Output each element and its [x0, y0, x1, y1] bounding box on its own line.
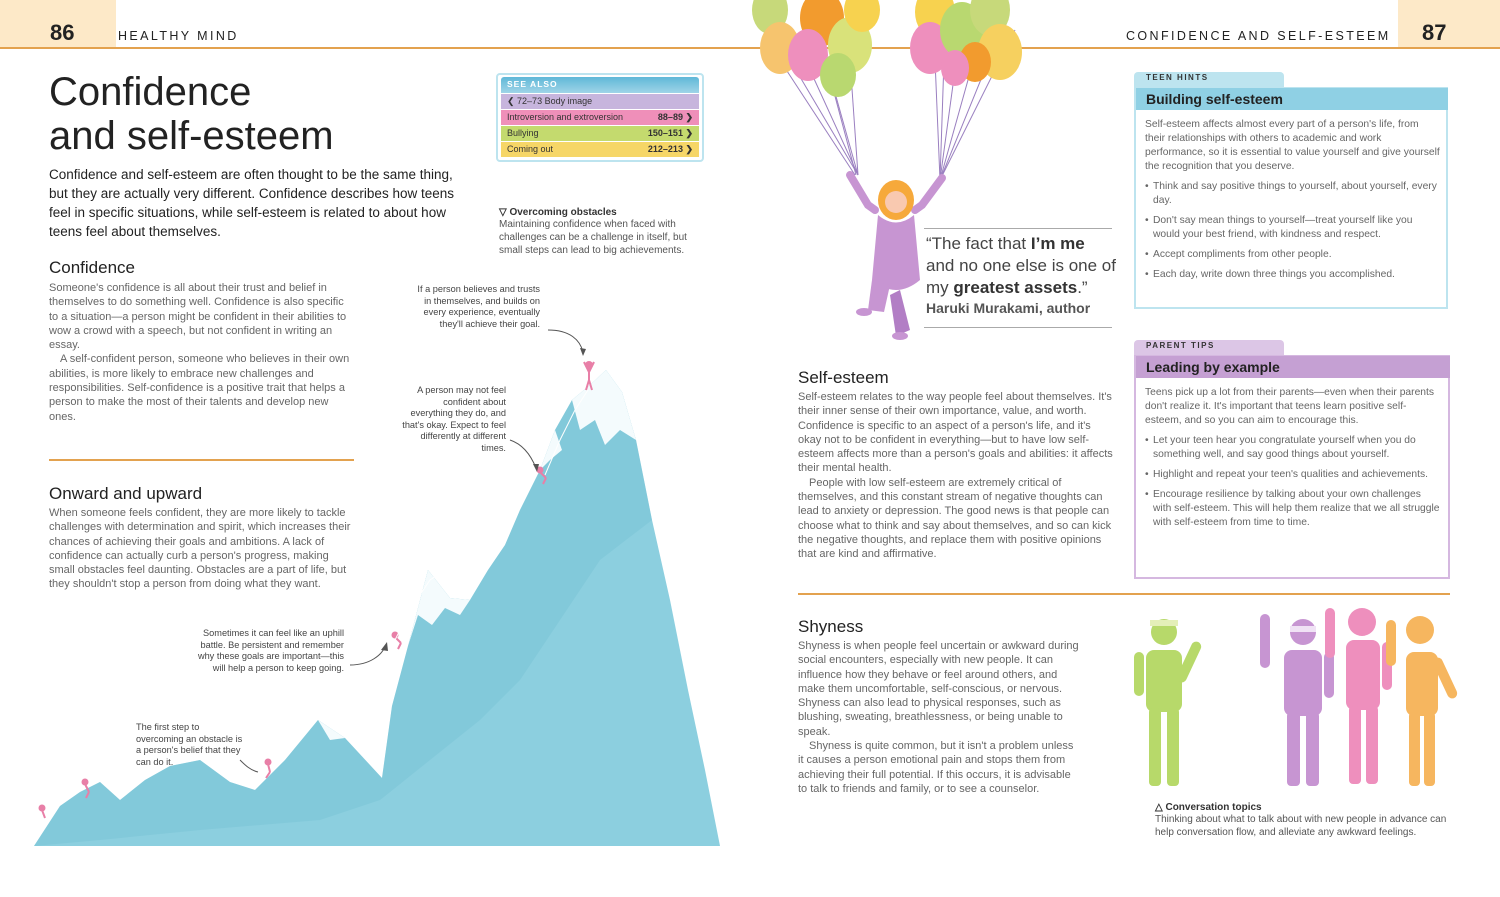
confidence-para-1: Someone's confidence is all about their trust and belief in themselves to do something well. Confidence is also specific to a situation—a person might be confident in their abilities to wow a crowd with a speech, but not confident in writing an essay.: [49, 282, 347, 352]
annotation-goal: If a person believes and trusts in themselves, and builds on every experience, eventually they'll achieve their goal.: [417, 284, 540, 329]
balloon-cluster-right: [910, 0, 1022, 86]
climber-figure-6: [40, 806, 46, 819]
page-number-tab-right: [1398, 0, 1500, 48]
see-also-label: Bullying: [507, 128, 539, 138]
caption-title: △ Conversation topics: [1155, 802, 1262, 813]
self-esteem-body: [798, 390, 1114, 562]
quote-bold: greatest assets: [953, 278, 1078, 297]
page-title-line2: and self-esteem: [49, 114, 334, 158]
teen-hints-body: [1145, 118, 1440, 288]
teen-hints-intro: Self-esteem affects almost every part of a person's life, from their relationships with others to academic and work performance, so it is essential to value yourself and give yourself the recognition that you deserve.: [1145, 119, 1440, 172]
caption-conversation-topics: [1155, 802, 1455, 839]
parent-tips-bullet: • Highlight and repeat your teen's qualities and achievements.: [1145, 468, 1441, 482]
see-also-heading: SEE ALSO: [501, 77, 699, 93]
confidence-para-2: A self-confident person, someone who believes in their own abilities, is more likely to embrace new challenges and responsibilities. Self-confidence is a positive trait that helps a person to make the most of their talents and develop new ones.: [49, 353, 350, 423]
self-esteem-para-1: Self-esteem relates to the way people feel about themselves. It's their inner sense of their own importance, value, and worth. Confidence is specific to an aspect of a person's life, and it's okay not to be confident in everything—but to have low self-esteem affects more than a person's goals and abilities: it affects their mental health.: [798, 391, 1113, 475]
annotation-first-step: The first step to overcoming an obstacle is a person's belief that they can do it.: [136, 722, 243, 767]
shyness-para-1: Shyness is when people feel uncertain or awkward during social encounters, especially with new people. It can influence how they behave or feel around others, and make them uncomfortable, self-conscious, or nervous. Shyness can also lead to physical responses, such as blushing, sweating, breathlessness, or being unable to speak.: [798, 640, 1079, 738]
parent-tips-bullet: • Let your teen hear you congratulate yourself when you do something well, and say good things about yourself.: [1145, 434, 1441, 462]
shyness-para-2: Shyness is quite common, but it isn't a problem unless it causes a person emotional pain and stops them from achieving their full potential. If this occurs, it is advisable to talk to friends and family, or to see a counselor.: [798, 740, 1074, 795]
quote-author: Haruki Murakami, author: [926, 300, 1091, 316]
page-number-right: 87: [1422, 20, 1447, 45]
climber-figure-4: [266, 760, 271, 779]
annotation-confidence: A person may not feel confident about everything they do, and that's okay. Expect to feel differently at different times.: [402, 385, 506, 453]
parent-tips-body: [1145, 386, 1441, 536]
teen-hints-bullet: • Accept compliments from other people.: [1145, 248, 1440, 262]
shyness-body: [798, 639, 1080, 796]
teen-hints-title: Building self-esteem: [1136, 88, 1448, 110]
see-also-pages: 212–213 ❯: [647, 144, 693, 154]
parent-tips-tab: PARENT TIPS: [1134, 340, 1284, 355]
onward-heading: Onward and upward: [49, 484, 203, 503]
person-figure-pink: [1325, 608, 1392, 784]
page-number-left: 86: [50, 20, 75, 45]
caption-title: ▽ Overcoming obstacles: [499, 207, 617, 218]
caption-text: Thinking about what to talk about with new people in advance can help conversation flow, and alleviate any awkward feelings.: [1155, 814, 1447, 838]
section-rule-right: [798, 593, 1450, 595]
quote-part: .”: [1077, 278, 1088, 297]
intro-paragraph: Confidence and self-esteem are often thought to be the same thing, but they are actually very different. Confidence describes how teens feel in specific situations, while self-esteem is related to about how teens feel about themselves.: [49, 167, 454, 239]
quote-text: [926, 233, 1116, 299]
teen-hints-bullet: • Think and say positive things to yourself, about yourself, every day.: [1145, 180, 1440, 208]
parent-tips-title: Leading by example: [1136, 356, 1450, 378]
running-head-left: HEALTHY MIND: [118, 29, 239, 43]
see-also-label: Introversion and extroversion: [507, 112, 624, 122]
running-head-right: CONFIDENCE AND SELF-ESTEEM: [1126, 29, 1391, 43]
see-also-label: ❮ 72–73 Body image: [507, 96, 593, 106]
annotation-uphill: Sometimes it can feel like an uphill battle. Be persistent and remember why these goals are important—this will help a person to keep going.: [197, 628, 344, 673]
onward-para-1: When someone feels confident, they are more likely to tackle challenges with determination and spirit, which increases their chances of achieving their goals and ambitions. A lack of confidence can actually curb a person's progress, making small obstacles feel daunting. Obstacles are a part of life, but they shouldn't stop a person from doing what they want.: [49, 507, 351, 591]
self-esteem-heading: Self-esteem: [798, 368, 889, 387]
quote-rule-top: [924, 228, 1112, 229]
see-also-label: Coming out: [507, 144, 554, 154]
confidence-heading: Confidence: [49, 258, 136, 277]
people-illustration: [1120, 600, 1480, 800]
quote-part: and no one else is one of my: [926, 256, 1116, 297]
teen-hints-tab: TEEN HINTS: [1134, 72, 1284, 87]
parent-tips-bullet: • Encourage resilience by talking about your own challenges with self-esteem. This will help them realize that we all struggle with self-esteem from time to time.: [1145, 488, 1441, 530]
self-esteem-para-2: People with low self-esteem are extremely critical of themselves, and this constant stream of negative thoughts can lead to anxiety or depression. The good news is that people can choose what to think and say about themselves, and so can kick the negative thoughts, and replace them with positive opinions that are kind and affirmative.: [798, 476, 1112, 561]
page-title-line1: Confidence: [49, 70, 252, 114]
person-figure-purple: [1260, 614, 1334, 786]
quote-rule-bottom: [924, 327, 1112, 328]
person-figure-orange: [1386, 616, 1459, 786]
see-also-pages: 88–89 ❯: [657, 112, 693, 122]
teen-hints-bullet: • Each day, write down three things you accomplished.: [1145, 268, 1440, 282]
climber-figure-3: [393, 633, 402, 650]
person-figure-green: [1134, 619, 1203, 786]
parent-tips-intro: Teens pick up a lot from their parents—even when their parents don't realize it. It's important that teens learn positive self-esteem, and so you can aim to encourage this.: [1145, 387, 1435, 426]
teen-hints-bullet: • Don't say mean things to yourself—treat yourself like you would your best friend, with kindness and respect.: [1145, 214, 1440, 242]
caption-text: Maintaining confidence when faced with challenges can be a challenge in itself, but small steps can lead to big achievements.: [499, 219, 687, 256]
shyness-heading: Shyness: [798, 617, 864, 636]
quote-bold: I’m me: [1030, 234, 1085, 253]
see-also-pages: 150–151 ❯: [647, 128, 693, 138]
quote-part: “The fact that: [926, 234, 1031, 253]
